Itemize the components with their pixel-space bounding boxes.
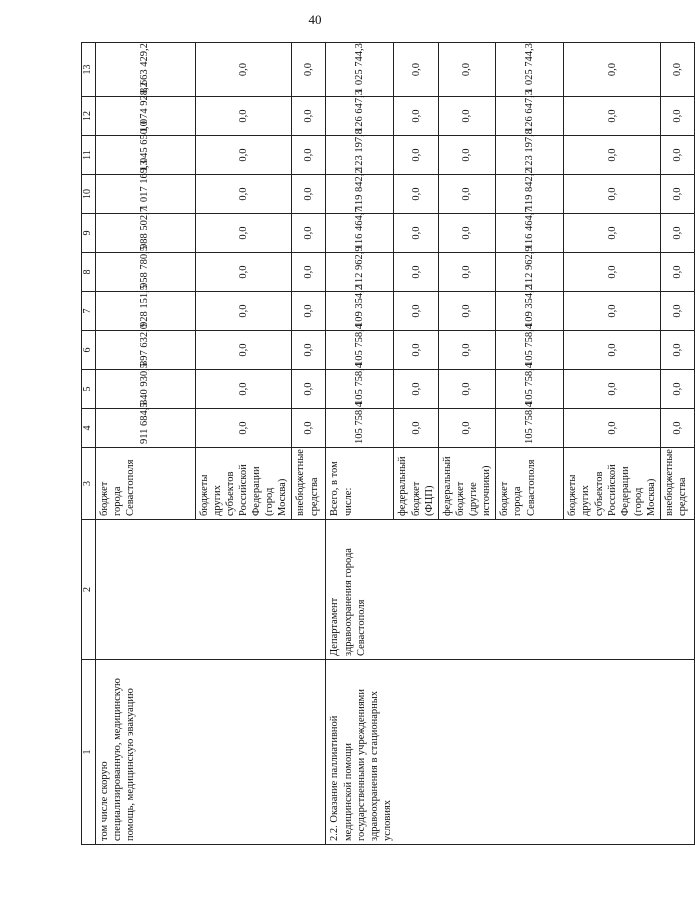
budget-table: [81, 42, 695, 845]
value-cell: 0,0: [564, 175, 661, 214]
value-cell: 0,0: [394, 136, 438, 175]
value-cell: 0,0: [394, 43, 438, 97]
source-cell: внебюджетные средства: [292, 448, 326, 520]
value-cell: 126 647,3: [326, 97, 394, 136]
value-cell: 116 464,7: [496, 214, 564, 253]
value-cell: 112 962,9: [496, 253, 564, 292]
value-cell: 928 151,5: [95, 292, 195, 331]
col-header: 12: [82, 97, 96, 136]
value-cell: 0,0: [292, 214, 326, 253]
rotated-table-wrapper: [81, 43, 689, 845]
value-cell: 105 758,4: [496, 331, 564, 370]
value-cell: 112 962,9: [326, 253, 394, 292]
value-cell: 105 758,4: [326, 331, 394, 370]
value-cell: 0,0: [564, 97, 661, 136]
value-cell: 0,0: [195, 253, 292, 292]
value-cell: 109 354,2: [496, 292, 564, 331]
col-header: 13: [82, 43, 96, 97]
value-cell: 105 758,4: [326, 370, 394, 409]
value-cell: 126 647,3: [496, 97, 564, 136]
source-cell: Всего, в том числе:: [326, 448, 394, 520]
value-cell: 0,0: [438, 370, 496, 409]
value-cell: 958 780,5: [95, 253, 195, 292]
value-cell: 0,0: [661, 136, 695, 175]
value-cell: 0,0: [292, 97, 326, 136]
value-cell: 0,0: [661, 409, 695, 448]
value-cell: 105 758,4: [496, 409, 564, 448]
value-cell: 0,0: [564, 370, 661, 409]
value-cell: 0,0: [438, 409, 496, 448]
value-cell: 0,0: [195, 43, 292, 97]
value-cell: 0,0: [438, 253, 496, 292]
value-cell: 840 930,5: [95, 370, 195, 409]
value-cell: 0,0: [438, 97, 496, 136]
value-cell: 0,0: [438, 331, 496, 370]
value-cell: 123 197,8: [326, 136, 394, 175]
value-cell: 0,0: [195, 370, 292, 409]
value-cell: 0,0: [564, 136, 661, 175]
table-row: [326, 43, 394, 845]
activity-cell: 2.2. Оказание паллиативной медицинской помощи государственными учреждениями здравоохранения в стационарных условиях: [326, 660, 695, 845]
value-cell: 0,0: [394, 292, 438, 331]
executor-cell: [95, 520, 326, 660]
value-cell: 1 074 928,2: [95, 97, 195, 136]
col-header: 10: [82, 175, 96, 214]
col-header: 9: [82, 214, 96, 253]
value-cell: 0,0: [394, 409, 438, 448]
value-cell: 8 663 429,2: [95, 43, 195, 97]
value-cell: 911 684,5: [95, 409, 195, 448]
value-cell: 1 017 169,3: [95, 175, 195, 214]
value-cell: 0,0: [292, 175, 326, 214]
activity-cell: том числе скорую специализированную, медицинскую помощь, медицинскую эвакуацию: [95, 660, 326, 845]
value-cell: 0,0: [292, 43, 326, 97]
value-cell: 988 502,7: [95, 214, 195, 253]
value-cell: 0,0: [661, 175, 695, 214]
table-row: [95, 43, 195, 845]
value-cell: 0,0: [564, 292, 661, 331]
value-cell: 116 464,7: [326, 214, 394, 253]
col-header: 6: [82, 331, 96, 370]
value-cell: 0,0: [661, 97, 695, 136]
col-header: 11: [82, 136, 96, 175]
value-cell: 0,0: [564, 409, 661, 448]
table-frame: [81, 43, 689, 845]
value-cell: 0,0: [438, 43, 496, 97]
value-cell: 0,0: [438, 136, 496, 175]
value-cell: 0,0: [195, 136, 292, 175]
value-cell: 105 758,4: [326, 409, 394, 448]
value-cell: 0,0: [661, 292, 695, 331]
value-cell: 0,0: [661, 214, 695, 253]
value-cell: 0,0: [564, 43, 661, 97]
value-cell: 0,0: [292, 331, 326, 370]
value-cell: 119 842,2: [496, 175, 564, 214]
value-cell: 0,0: [292, 409, 326, 448]
value-cell: 0,0: [394, 370, 438, 409]
source-cell: бюджеты других субъектов Российской Федерации (город Москва): [195, 448, 292, 520]
value-cell: 109 354,2: [326, 292, 394, 331]
value-cell: 0,0: [661, 43, 695, 97]
value-cell: 1 045 650,0: [95, 136, 195, 175]
col-header: 5: [82, 370, 96, 409]
col-header: 7: [82, 292, 96, 331]
source-cell: федеральный бюджет (ФЦП): [394, 448, 438, 520]
value-cell: 0,0: [661, 370, 695, 409]
source-cell: бюджеты других субъектов Российской Федерации (город Москва): [564, 448, 661, 520]
value-cell: 0,0: [564, 331, 661, 370]
value-cell: 0,0: [195, 292, 292, 331]
value-cell: 0,0: [394, 214, 438, 253]
value-cell: 0,0: [195, 409, 292, 448]
value-cell: 0,0: [564, 214, 661, 253]
col-header: 8: [82, 253, 96, 292]
value-cell: 0,0: [394, 331, 438, 370]
executor-cell: Департамент здравоохранения города Севастополя: [326, 520, 695, 660]
value-cell: 0,0: [661, 331, 695, 370]
value-cell: 123 197,8: [496, 136, 564, 175]
value-cell: 0,0: [394, 175, 438, 214]
value-cell: 1 025 744,3: [496, 43, 564, 97]
col-header: 4: [82, 409, 96, 448]
value-cell: 0,0: [292, 253, 326, 292]
value-cell: 0,0: [438, 214, 496, 253]
value-cell: 0,0: [195, 97, 292, 136]
value-cell: 105 758,4: [496, 370, 564, 409]
value-cell: 0,0: [195, 331, 292, 370]
value-cell: 119 842,2: [326, 175, 394, 214]
value-cell: 1 025 744,3: [326, 43, 394, 97]
value-cell: 897 632,0: [95, 331, 195, 370]
source-cell: бюджет города Севастополя: [95, 448, 195, 520]
value-cell: 0,0: [292, 292, 326, 331]
value-cell: 0,0: [394, 253, 438, 292]
value-cell: 0,0: [661, 253, 695, 292]
source-cell: внебюджетные средства: [661, 448, 695, 520]
source-cell: бюджет города Севастополя: [496, 448, 564, 520]
col-header: 1: [82, 660, 96, 845]
column-number-row: [82, 43, 96, 845]
value-cell: 0,0: [195, 175, 292, 214]
col-header: 3: [82, 448, 96, 520]
source-cell: федеральный бюджет (другие источники): [438, 448, 496, 520]
value-cell: 0,0: [292, 136, 326, 175]
col-header: 2: [82, 520, 96, 660]
value-cell: 0,0: [564, 253, 661, 292]
value-cell: 0,0: [438, 292, 496, 331]
value-cell: 0,0: [438, 175, 496, 214]
value-cell: 0,0: [195, 214, 292, 253]
value-cell: 0,0: [292, 370, 326, 409]
page-number: 40: [308, 12, 322, 27]
value-cell: 0,0: [394, 97, 438, 136]
